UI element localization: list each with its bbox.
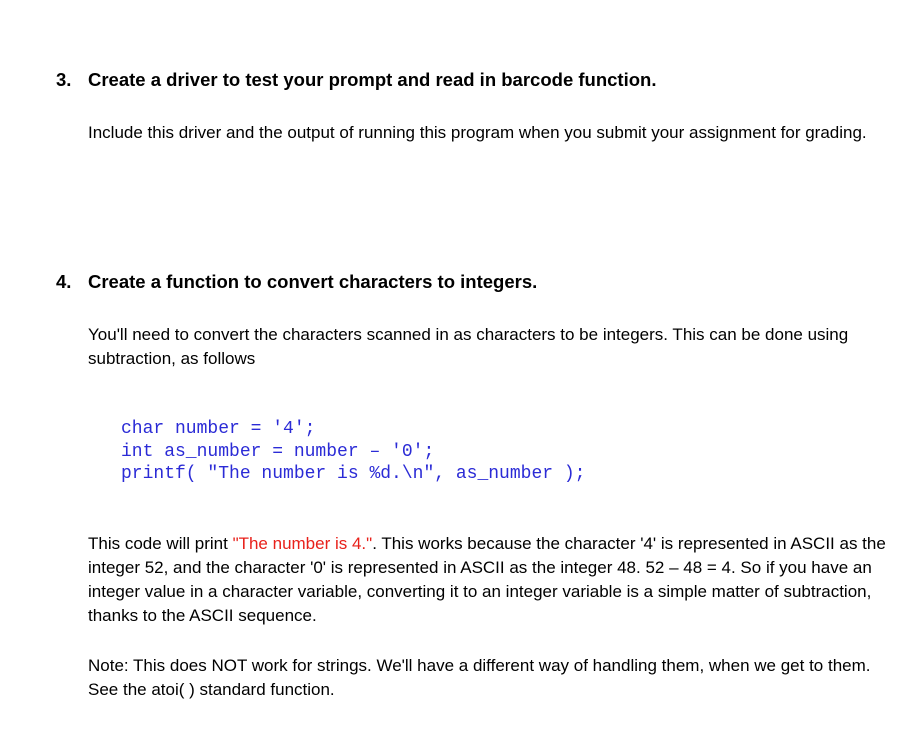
section-4-paragraph: You'll need to convert the characters scanned in as characters to be integers. This can be done using subtraction, as follows [88,325,849,368]
section-4-number: 4. [56,271,72,292]
section-4-title: Create a function to convert characters to integers. [88,271,538,292]
section-3-title: Create a driver to test your prompt and read in barcode function. [88,69,657,90]
code-line: int as_number = number – '0'; [121,441,435,462]
output-highlight: "The number is 4." [232,534,373,553]
section-3-number: 3. [56,69,72,90]
section-4-heading [56,270,537,294]
code-line: printf( "The number is %d.\n", as_number ); [121,464,586,484]
section-3-heading [56,68,656,92]
explanation-prefix: This code will print [88,534,233,553]
explanation-paragraph [88,532,888,628]
code-block [121,418,585,486]
note-paragraph: Note: This does NOT work for strings. We'll have a different way of handling them, when we get to them. See the atoi( ) standard function. [88,656,871,699]
explanation-suffix: . This works because the character '4' is represented in ASCII as the integer 52, and the character '0' is represented in ASCII as the integer 48. 52 – 48 = 4. So if you have an integer value in a character variable, converting it to an integer variable is a simple matter of subtraction, thanks to the ASCII sequence. [88,534,886,625]
section-3-paragraph: Include this driver and the output of running this program when you submit your assignment for grading. [88,123,867,142]
code-line: char number = '4'; [121,419,316,439]
